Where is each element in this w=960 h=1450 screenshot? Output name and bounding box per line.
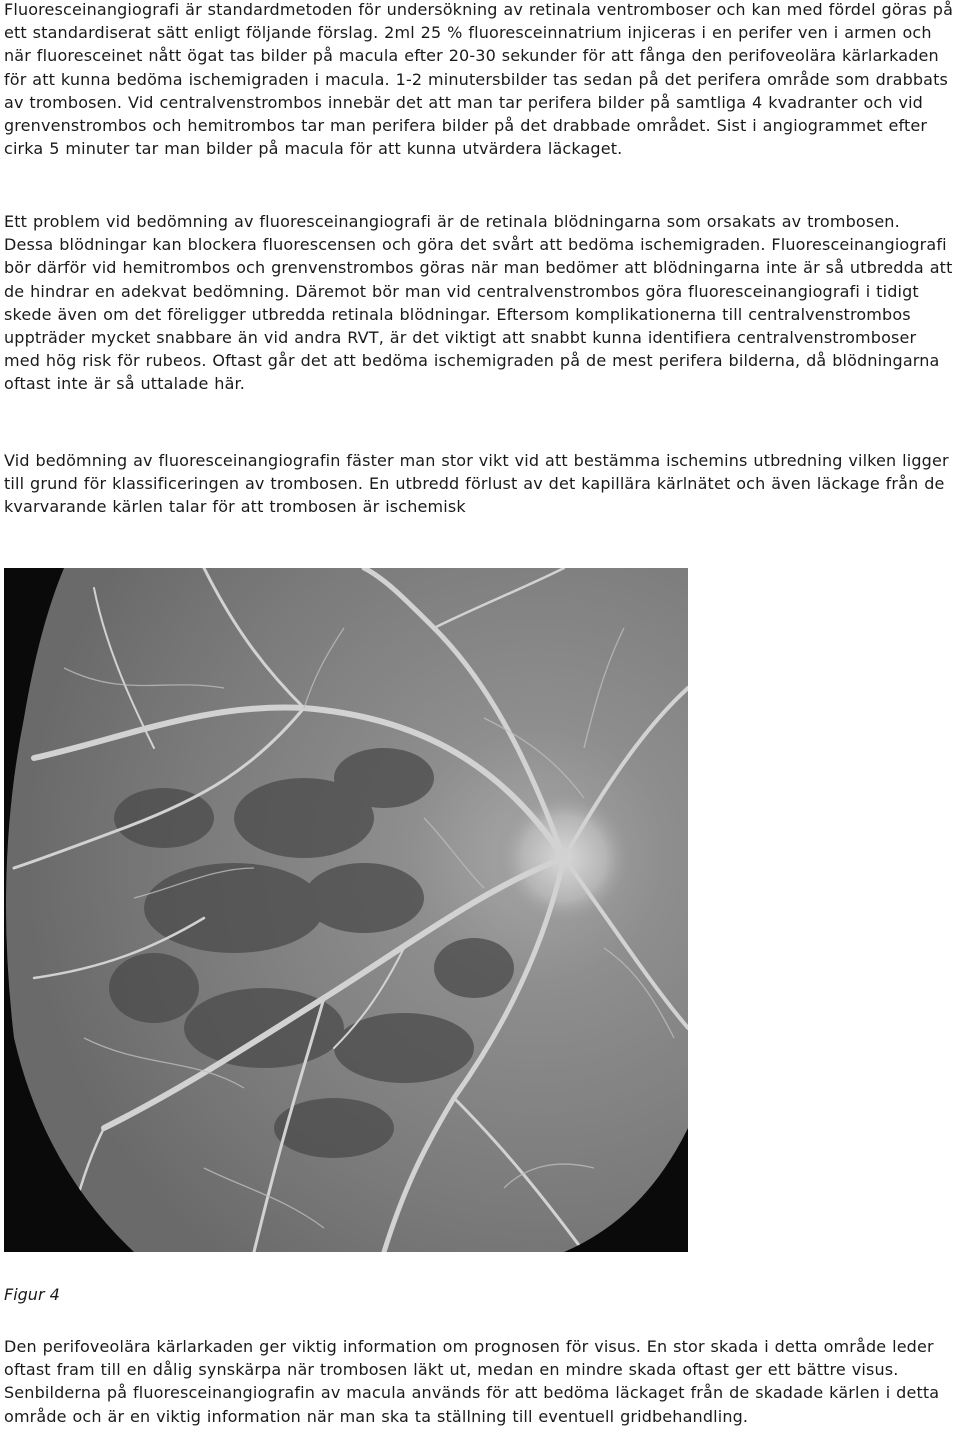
paragraph-perifoveal-arcade: Den perifoveolära kärlarkaden ger viktig information om prognosen för visus. En stor skada i detta område leder oftast fram till en dålig synskärpa när trombosen läkt ut, medan en mindre skada oftast ger ett bättre visus. Senbilderna på fluoresceinangiografin av macula används för att bedöma läckaget från de skadade kärlen i detta område och är en viktig information när man ska ta ställning till eventuell gridbehandling. — [4, 1337, 940, 1426]
paragraph-hemorrhage-problem: Ett problem vid bedömning av fluoresceinangiografi är de retinala blödningarna som orsakats av trombosen. Dessa blödningar kan blockera fluorescensen och göra det svårt att bedöma ischemigraden. Fluoresceinangiografi bör därför vid hemitrombos och grenvenstrombos göras när man bedömer att blödningarna inte är så utbredda att de hindrar en adekvat bedömning. Däremot bör man vid centralvenstrombos göra fluoresceinangiografi i tidigt skede även om det föreligger utbredda retinala blödningar. Eftersom komplikationerna till centralvenstrombos uppträder mycket snabbare än vid andra RVT, är det viktigt att snabbt kunna identifiera centralvenstromboser med hög risk för rubeos. Oftast går det att bedöma ischemigraden på de mest perifera bilderna, då blödningarna oftast inte är så uttalade här. — [4, 212, 953, 394]
paragraph-procedure: Fluoresceinangiografi är standardmetoden för undersökning av retinala ventromboser och kan med fördel göras på ett standardiserat sätt enligt följande förslag. 2ml 25 % fluoresceinnatrium injiceras i en perifer ven i armen och när fluoresceinet nått ögat tas bilder på macula efter 20-30 sekunder för att fånga den perifoveolära kärlarkaden för att kunna bedöma ischemigraden i macula. 1-2 minutersbilder tas sedan på det perifera område som drabbats av trombosen. Vid centralvenstrombos innebär det att man tar perifera bilder på samtliga 4 kvadranter och vid grenvenstrombos och hemitrombos tar man perifera bilder på det drabbade området. Sist i angiogrammet efter cirka 5 minuter tar man bilder på macula för att kunna utvärdera läckaget. — [4, 0, 954, 159]
paragraph-ischemia-assessment: Vid bedömning av fluoresceinangiografin fäster man stor vikt vid att bestämma ischemins utbredning vilken ligger till grund för klassificeringen av trombosen. En utbredd förlust av det kapillära kärlnätet och även läckage från de kvarvarande kärlen talar för att trombosen är ischemisk — [4, 451, 949, 517]
figure-caption: Figur 4 — [4, 1285, 60, 1304]
fundus — [4, 568, 688, 1252]
fluorescein-angiogram-image — [4, 568, 688, 1252]
